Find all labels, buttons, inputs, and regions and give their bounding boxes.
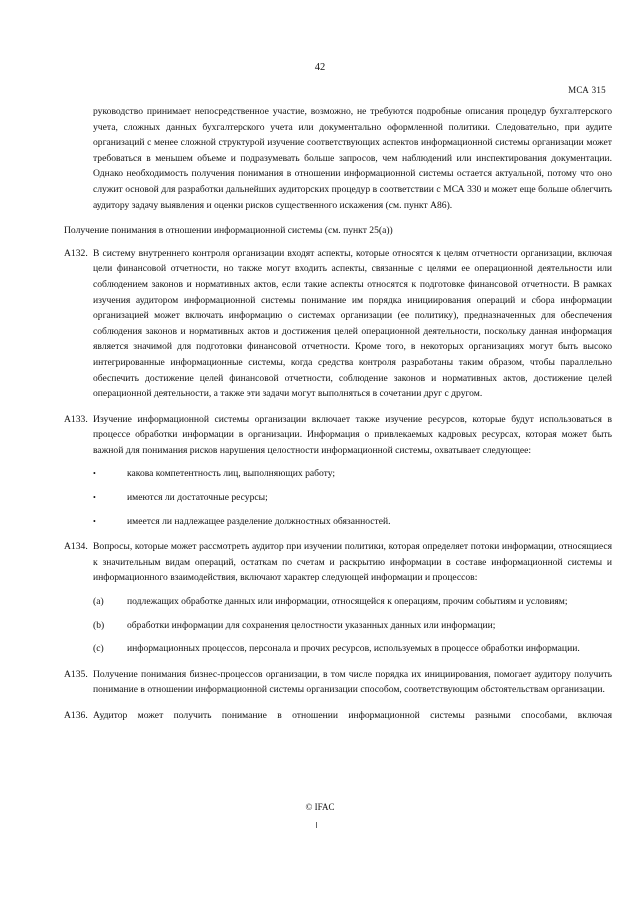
intro-paragraph: руководство принимает непосредственное участие, возможно, не требуются подробные описания процедур бухгалтерского учета, сложных данных бухгалтерского учета или документально оформленной политики. Следовательно, при аудите организаций с менее сложной структурой изучение соответствующих аспектов информационной системы организации может требоваться в меньшем объеме и подразумевать больше запросов, чем наблюдений или инспектирования документации. Однако необходимость получения понимания в отношении информационной системы остается актуальной, потому что оно служит основой для разработки дальнейших аудиторских процедур в соответствии с МСА 330 и может еще больше облегчить аудитору задачу выявления и оценки рисков существенного искажения (см. пункт А86).: [93, 106, 612, 211]
paragraph-a134: [64, 539, 612, 586]
paragraph-text: В систему внутреннего контроля организации входят аспекты, которые относятся к целям отчетности организации, включая цели финансовой отчетности, но также могут входить аспекты, связанные с целями ее операционной деятельности или соблюдением законов и нормативных актов, если такие аспекты относятся к подготовке финансовой отчетности. В рамках изучения аудитором информационной системы понимание им порядка инициирования операций и сбора информации организацией может включать информацию о системах организации (ее политику), предназначенных для обеспечения соблюдения законов и нормативных актов и достижения целей операционной деятельности, поскольку данная информация является значимой для подготовки финансовой отчетности. Кроме того, в некоторых организациях могут быть высоко интегрированные информационные системы, когда средства контроля разработаны таким образом, чтобы параллельно обеспечить достижение целей финансовой отчетности, соблюдение законов и нормативных актов, достижение целей операционной деятельности, а также эти задачи могут выполняться в сочетании друг с другом.: [93, 247, 612, 400]
paragraph-text: Получение понимания бизнес-процессов организации, в том числе порядка их инициирования, помогает аудитору получить понимание в отношении информационной системы организации способом, соответствующим обстоятельствам организации.: [93, 668, 612, 696]
page-number: 42: [314, 62, 326, 73]
list-item-text: информационных процессов, персонала и прочих ресурсов, используемых в процессе обработки информации.: [127, 643, 580, 655]
paragraph-a135: [64, 667, 612, 698]
list-item: [93, 594, 612, 610]
paragraph-number: А132.: [64, 247, 88, 259]
section-heading: Получение понимания в отношении информационной системы (см. пункт 25(а)): [64, 225, 393, 237]
list-item-text: имеются ли достаточные ресурсы;: [127, 492, 268, 504]
list-marker: (b): [93, 619, 105, 631]
lettered-list: [93, 594, 612, 657]
list-marker: (c): [93, 643, 104, 655]
paragraph-number: А134.: [64, 541, 88, 553]
paragraph-a136: [64, 708, 612, 724]
bullet-icon: •: [93, 516, 96, 526]
list-item: [93, 618, 612, 634]
page-content: [64, 104, 612, 732]
paragraph-text: Вопросы, которые может рассмотреть аудитор при изучении политики, которая определяет потоки информации, относящиеся к значительным видам операций, остаткам по счетам и раскрытию информации в составе информационной системы и информационного взаимодействия, включают характер следующей информации и процессов:: [93, 541, 612, 584]
paragraph-number: А133.: [64, 413, 88, 425]
list-item: [93, 641, 612, 657]
paragraph-text: Изучение информационной системы организации включает также изучение ресурсов, которые будут использоваться в процессе обработки информации в организации. Информация о привлекаемых кадровых ресурсах, которая может быть важной для понимания рисков нарушения целостности информационной системы, охватывает следующее:: [93, 413, 612, 456]
list-item-text: подлежащих обработке данных или информации, относящейся к операциям, прочим событиям и условиям;: [127, 596, 568, 608]
paragraph-a133: [64, 412, 612, 459]
list-item: [93, 514, 612, 530]
scan-mark: [316, 822, 317, 828]
document-code: МСА 315: [568, 85, 606, 95]
list-item-text: обработки информации для сохранения целостности указанных данных или информации;: [127, 619, 496, 631]
list-item: [93, 466, 612, 482]
paragraph-text: Аудитор может получить понимание в отношении информационной системы разными способами, включая: [93, 710, 612, 721]
list-item-text: какова компетентность лиц, выполняющих работу;: [127, 468, 336, 480]
bullet-list: [93, 466, 612, 529]
paragraph-a132: [64, 246, 612, 402]
bullet-icon: •: [93, 493, 96, 503]
paragraph-number: А136.: [64, 710, 88, 721]
bullet-icon: •: [93, 469, 96, 479]
paragraph-number: А135.: [64, 668, 88, 680]
list-marker: (а): [93, 596, 104, 608]
list-item-text: имеется ли надлежащее разделение должностных обязанностей.: [127, 515, 391, 527]
page-footer: © IFAC: [305, 802, 335, 812]
list-item: [93, 490, 612, 506]
